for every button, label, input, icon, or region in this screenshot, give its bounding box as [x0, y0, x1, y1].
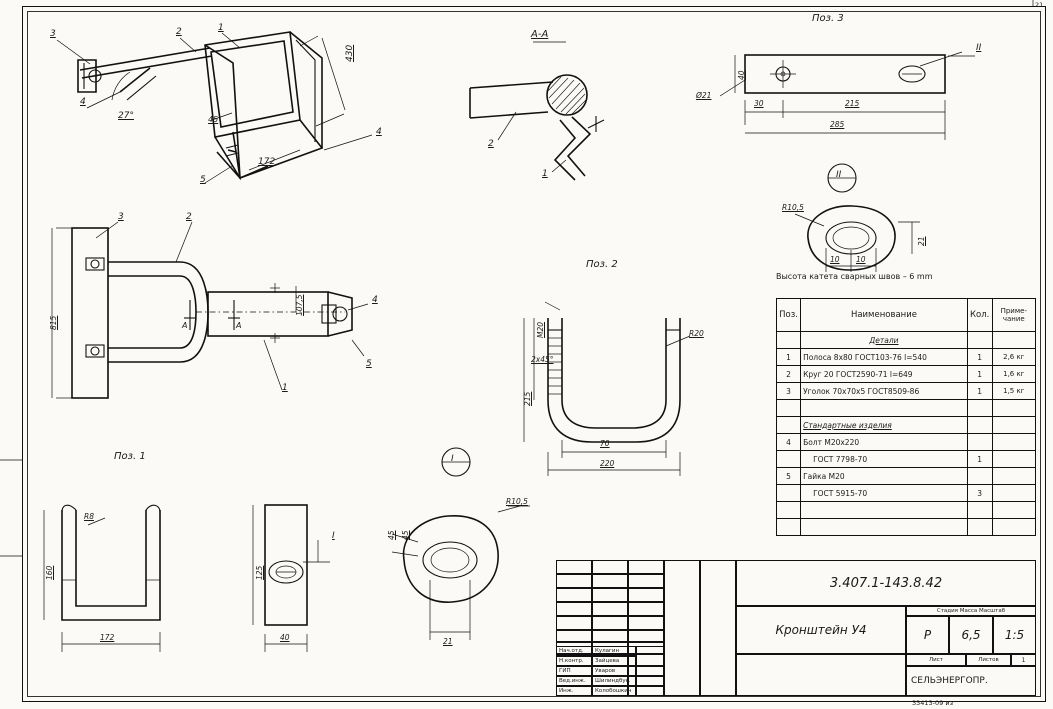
callout-main-815: 815 [49, 315, 58, 330]
tb-mid-col2 [700, 560, 736, 696]
callout-iso-4: 4 [80, 97, 86, 107]
table-row-empty [777, 502, 1036, 519]
label-section-aa: А-А [531, 29, 549, 40]
callout-iso-2: 2 [176, 27, 182, 37]
table-row: 5 Гайка М20 [777, 468, 1036, 485]
callout-detII-r: R10,5 [782, 203, 804, 212]
tb-role-3: Вед.инж. [556, 676, 592, 686]
callout-detI-45a: 45 [387, 530, 396, 540]
callout-iso-4b: 4 [376, 127, 382, 137]
callout-poz3-285: 285 [830, 120, 845, 129]
callout-detI-r: R10,5 [506, 497, 528, 506]
tb-name-0: Кулагин [592, 646, 636, 656]
tb-name-2: Уваров [592, 666, 636, 676]
callout-main-A2: A [236, 321, 242, 330]
spec-group-details-label: Детали [801, 332, 968, 349]
table-row: ГОСТ 7798-70 1 [777, 451, 1036, 468]
callout-main-1: 1 [282, 383, 288, 393]
tb-mass-value: 6,5 [949, 616, 993, 654]
label-detail-II: II [836, 170, 842, 180]
callout-main-4: 4 [372, 295, 378, 305]
tb-name-4: Колобошкин [592, 686, 636, 696]
spec-group-standard [777, 417, 1036, 434]
callout-iso-5: 5 [200, 175, 206, 185]
callout-main-1075: 107,5 [295, 294, 304, 316]
callout-poz3-215: 215 [845, 99, 860, 108]
note-weld-height: Высота катета сварных швов – 6 mm [776, 272, 933, 281]
spec-group-standard-label: Стандартные изделия [801, 417, 968, 434]
callout-poz1-r8: R8 [84, 512, 94, 521]
callout-poz3-40: 40 [737, 70, 746, 80]
callout-poz3-d21: Ø21 [696, 91, 712, 100]
callout-detII-21: 21 [917, 236, 926, 246]
table-row: 3 Уголок 70х70х5 ГОСТ8509-86 1 1,5 кг [777, 383, 1036, 400]
tb-sheet-label: Лист [906, 654, 966, 666]
callout-iso-430: 430 [345, 44, 355, 62]
corner-number: 21 [1035, 1, 1044, 9]
tb-blank [736, 654, 906, 696]
tb-scale-value: 1:5 [993, 616, 1036, 654]
callout-poz2-215: 215 [523, 391, 532, 406]
spec-header-row [777, 299, 1036, 332]
tb-sheets-label: Листов [966, 654, 1011, 666]
callout-poz1-160: 160 [45, 565, 54, 580]
callout-plate-125: 125 [255, 565, 264, 580]
callout-poz2-chamfer: 2x45° [531, 355, 554, 364]
label-detail-I: I [451, 454, 454, 464]
callout-poz2-m20: M20 [536, 321, 545, 338]
tb-signature-col [636, 646, 664, 696]
callout-main-A1: A [182, 321, 188, 330]
tb-role-1: Н.контр. [556, 656, 592, 666]
callout-detI-45b: 45 [401, 530, 410, 540]
callout-poz1-172: 172 [100, 633, 115, 642]
callout-poz2-220: 220 [600, 459, 615, 468]
callout-iso-172: 172 [258, 157, 276, 167]
callout-aa-1: 1 [542, 169, 548, 179]
table-row: 1 Полоса 8x80 ГОСТ103-76 l=540 1 2,6 кг [777, 349, 1036, 366]
tb-mid-col [664, 560, 700, 696]
callout-aa-2: 2 [488, 139, 494, 149]
tb-role-4: Инж. [556, 686, 592, 696]
table-row: 2 Круг 20 ГОСТ2590-71 l=649 1 1,6 кг [777, 366, 1036, 383]
organization-name: СЕЛЬЭНЕРГОПР. [906, 666, 1036, 696]
table-row-empty [777, 400, 1036, 417]
drawing-name: Кронштейн У4 [736, 606, 906, 654]
corner-code: 33413-09 из [912, 699, 954, 707]
label-poz3: Поз. 3 [812, 13, 844, 24]
callout-poz3-II: II [976, 43, 982, 53]
tb-sheets-value: 1 [1011, 654, 1036, 666]
drawing-code: 3.407.1-143.8.42 [736, 560, 1036, 606]
tb-stage-value: Р [906, 616, 949, 654]
table-row: 4 Болт М20х220 [777, 434, 1036, 451]
callout-main-5: 5 [366, 359, 372, 369]
callout-detII-10b: 10 [856, 255, 866, 264]
spec-group-details [777, 332, 1036, 349]
callout-poz2-70: 70 [600, 439, 610, 448]
spec-header-note: Приме-чание [992, 299, 1035, 332]
callout-iso-3: 3 [50, 29, 56, 39]
tb-stage-header: Стадия Масса Масштаб [906, 606, 1036, 616]
tb-name-3: Шилиндбук. [592, 676, 636, 686]
callout-poz2-r20: R20 [689, 329, 704, 338]
callout-detI-21: 21 [443, 637, 453, 646]
callout-plate-I: I [332, 531, 335, 541]
callout-main-3: 3 [118, 212, 124, 222]
spec-header-poz: Поз. [777, 299, 801, 332]
label-poz2: Поз. 2 [586, 259, 618, 270]
callout-detII-10a: 10 [830, 255, 840, 264]
title-block [556, 560, 1036, 700]
tb-name-1: Зайцева [592, 656, 636, 666]
callout-iso-1: 1 [218, 23, 224, 33]
tb-role-0: Нач.отд. [556, 646, 592, 656]
callout-main-2: 2 [186, 212, 192, 222]
specification-table [776, 298, 1036, 536]
spec-header-name: Наименование [801, 299, 968, 332]
table-row-empty [777, 519, 1036, 536]
spec-header-kol: Кол. [967, 299, 992, 332]
callout-iso-45: 45 [208, 115, 219, 124]
tb-role-2: ГИП [556, 666, 592, 676]
label-poz1: Поз. 1 [114, 451, 146, 462]
callout-iso-angle: 27° [118, 111, 134, 121]
callout-poz3-30: 30 [754, 99, 764, 108]
table-row: ГОСТ 5915-70 3 [777, 485, 1036, 502]
callout-plate-40: 40 [280, 633, 290, 642]
